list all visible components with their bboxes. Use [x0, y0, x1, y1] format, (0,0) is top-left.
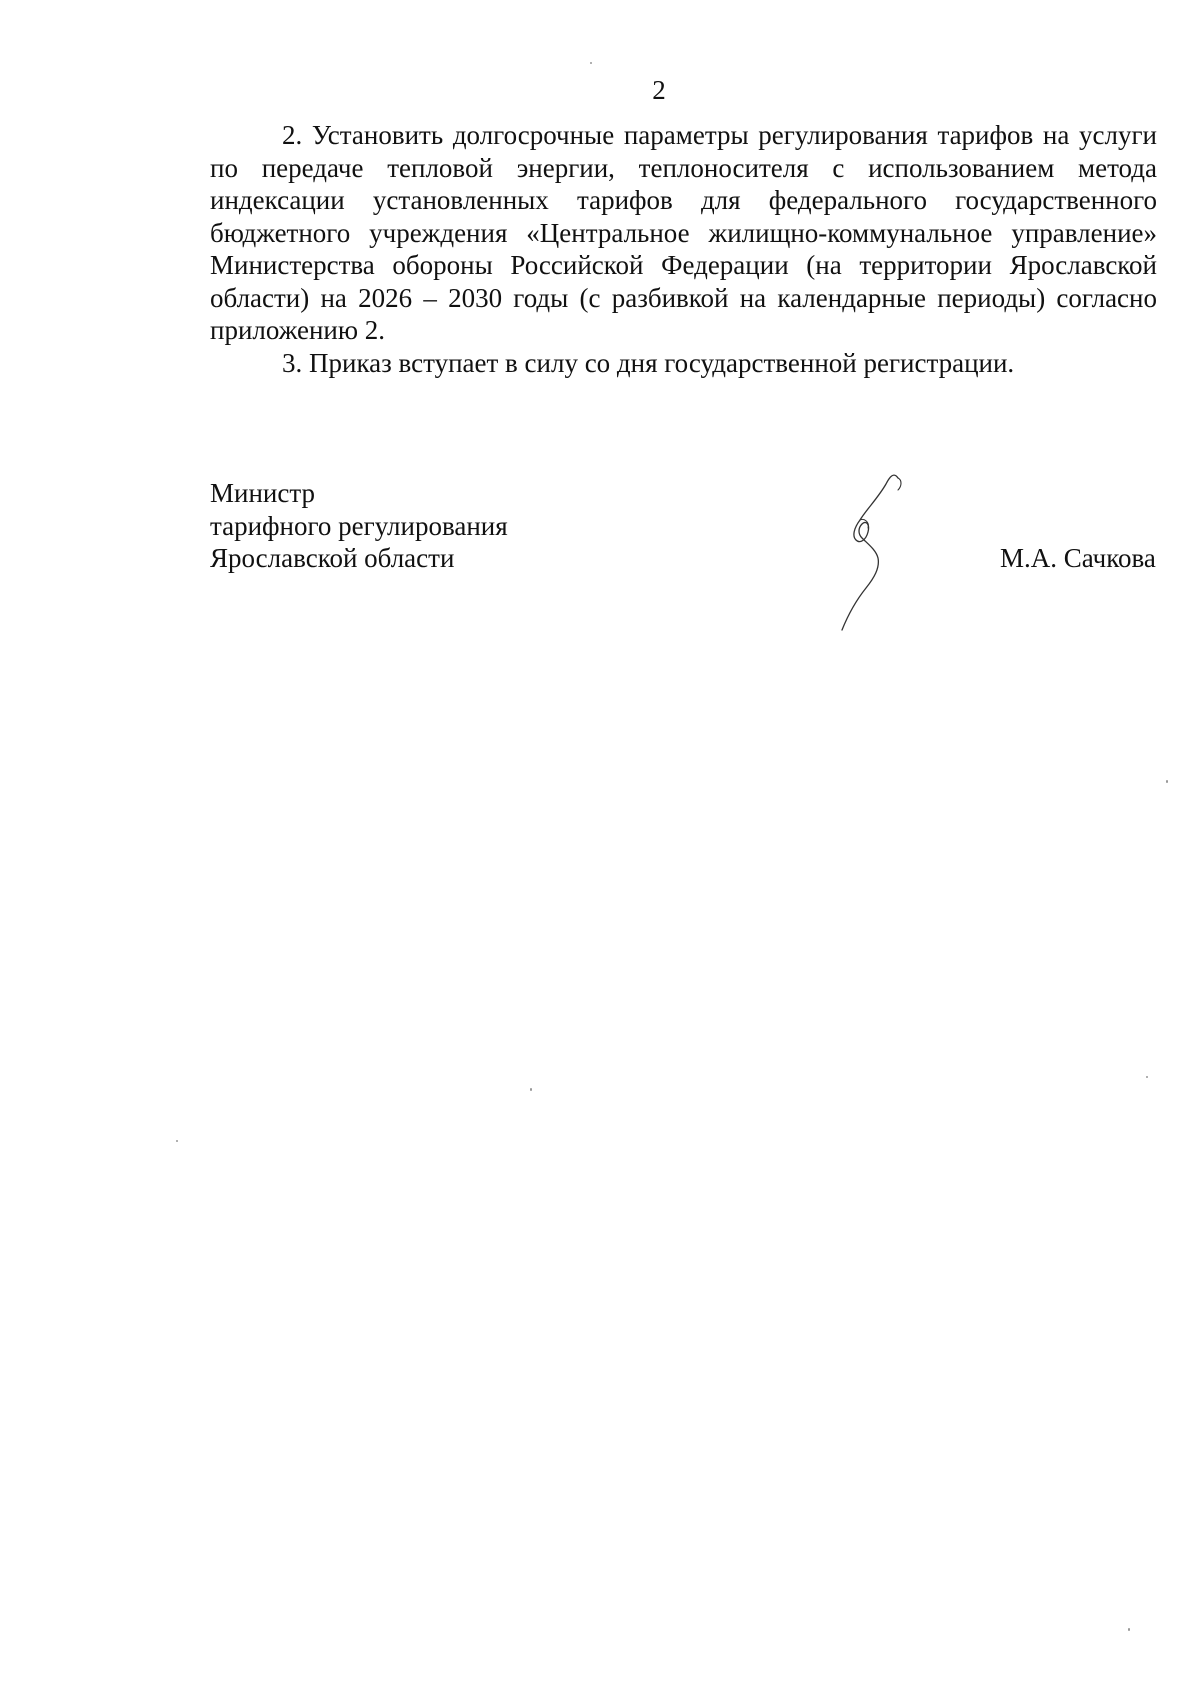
scan-speck	[1166, 780, 1168, 783]
signatory-name: М.А. Сачкова	[1000, 543, 1156, 573]
signatory-title	[210, 477, 508, 575]
scan-speck	[176, 1140, 178, 1142]
page-number: 2	[652, 75, 666, 105]
paragraph-3: 3. Приказ вступает в силу со дня государственной регистрации.	[282, 347, 1015, 378]
paragraph-2: 2. Установить долгосрочные параметры регулирования тарифов на услуги по передаче тепловой энергии, теплоносителя с использованием метода индексации установленных тарифов для федерального государственного бюджетного учреждения «Центральное жилищно-коммунальное управление» Министерства обороны Российской Федерации (на территории Ярославской области) на 2026 – 2030 годы (с разбивкой на календарные периоды) согласно приложению 2.	[210, 120, 1157, 345]
scan-speck	[1146, 1076, 1148, 1078]
document-body	[210, 119, 1157, 379]
handwritten-signature	[820, 470, 930, 640]
scan-speck	[590, 62, 592, 64]
signatory-title-line-2: тарифного регулирования	[210, 510, 508, 541]
signatory-title-line-1: Министр	[210, 478, 315, 508]
scan-speck	[1128, 1628, 1130, 1631]
scan-speck	[530, 1088, 532, 1091]
signatory-title-line-3: Ярославской области	[210, 543, 455, 573]
